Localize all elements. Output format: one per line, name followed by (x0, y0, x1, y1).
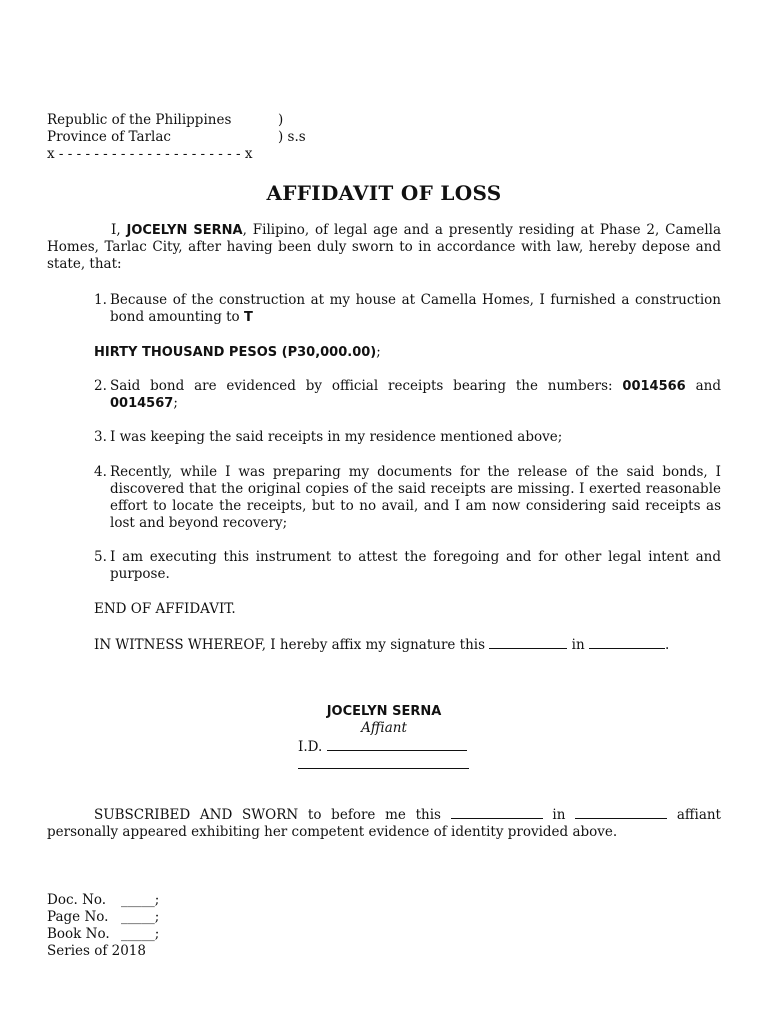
document-title: AFFIDAVIT OF LOSS (266, 181, 502, 205)
affiant-name: JOCELYN SERNA (126, 223, 243, 238)
item-number: 5. (94, 549, 107, 565)
id-line (298, 738, 467, 756)
jurat-pre: SUBSCRIBED AND SWORN to before me this (94, 807, 451, 823)
item-text: Said bond are evidenced by official receipts bearing the numbers: (110, 378, 623, 394)
item-text: I was keeping the said receipts in my residence mentioned above; (110, 429, 563, 445)
intro-post: , Filipino, of legal age and a presently residing at Phase 2, Camella Homes, Tarlac City, after having been duly sworn to in accordance with law, hereby depose and state, that: (47, 222, 721, 272)
witness-mid: in (567, 637, 589, 653)
doc-no-label: Doc. No. (47, 892, 107, 908)
venue-republic: Republic of the Philippines (47, 112, 232, 128)
item-text: I am executing this instrument to attest the foregoing and for other legal intent and purpose. (110, 549, 721, 582)
item-number: 1. (94, 292, 107, 308)
jurat-paragraph (47, 806, 721, 841)
bond-amount-tail: ; (376, 344, 381, 360)
book-no-label: Book No. (47, 926, 110, 942)
venue-ss: ) s.s (278, 129, 306, 145)
venue-province: Province of Tarlac (47, 129, 171, 145)
id-label: I.D. (298, 739, 327, 755)
witness-line (94, 636, 669, 654)
list-item-3 (94, 429, 721, 446)
bond-amount: HIRTY THOUSAND PESOS (P30,000.00) (94, 345, 377, 360)
item-text: Because of the construction at my house at Camella Homes, I furnished a construction bond amounting to (110, 292, 721, 325)
list-item-1 (94, 292, 721, 326)
item-tail: ; (173, 395, 178, 411)
item-text: Recently, while I was preparing my documents for the release of the said bonds, I discovered that the original copies of the said receipts are missing. I exerted reasonable effort to locate the receipts, but to no avail, and I am now considering said receipts as lost and beyond recovery; (110, 464, 721, 531)
jurat-place-blank (575, 806, 667, 819)
venue-block (47, 112, 347, 163)
intro-pre: I, (111, 222, 127, 238)
item-number: 2. (94, 378, 107, 394)
receipt-number-1: 0014566 (622, 379, 686, 394)
end-of-affidavit: END OF AFFIDAVIT. (94, 601, 236, 617)
jurat-date-blank (451, 806, 543, 819)
intro-paragraph (47, 222, 721, 273)
series-label: Series of 2018 (47, 943, 146, 959)
id-blank (327, 738, 467, 751)
item-number: 3. (94, 429, 107, 445)
venue-paren: ) (278, 112, 284, 128)
item-and: and (685, 378, 721, 394)
receipt-number-2: 0014567 (110, 396, 174, 411)
item-number: 4. (94, 464, 107, 480)
book-no-blank: _____; (121, 926, 160, 942)
jurat-mid: in (542, 807, 576, 823)
witness-post: . (664, 637, 670, 653)
page-no-label: Page No. (47, 909, 109, 925)
venue-divider: x - - - - - - - - - - - - - - - - - - - - - x (47, 146, 253, 162)
list-item-2 (94, 378, 721, 412)
witness-pre: IN WITNESS WHEREOF, I hereby affix my signature this (94, 637, 490, 653)
item-bold-tail: T (243, 310, 253, 325)
list-item-5 (94, 549, 721, 583)
signatory-name: JOCELYN SERNA (326, 704, 442, 719)
list-item-4 (94, 464, 721, 532)
extra-blank-line (298, 768, 469, 769)
jurat-post: affiant personally appeared exhibiting her competent evidence of identity provided above. (47, 807, 721, 840)
doc-no-blank: _____; (121, 892, 160, 908)
page-no-blank: _____; (121, 909, 160, 925)
signature-block (0, 703, 768, 737)
place-blank (589, 636, 665, 649)
notarial-register (47, 892, 247, 960)
bond-amount-line (94, 344, 381, 361)
date-blank (489, 636, 567, 649)
signatory-role: Affiant (361, 720, 407, 736)
